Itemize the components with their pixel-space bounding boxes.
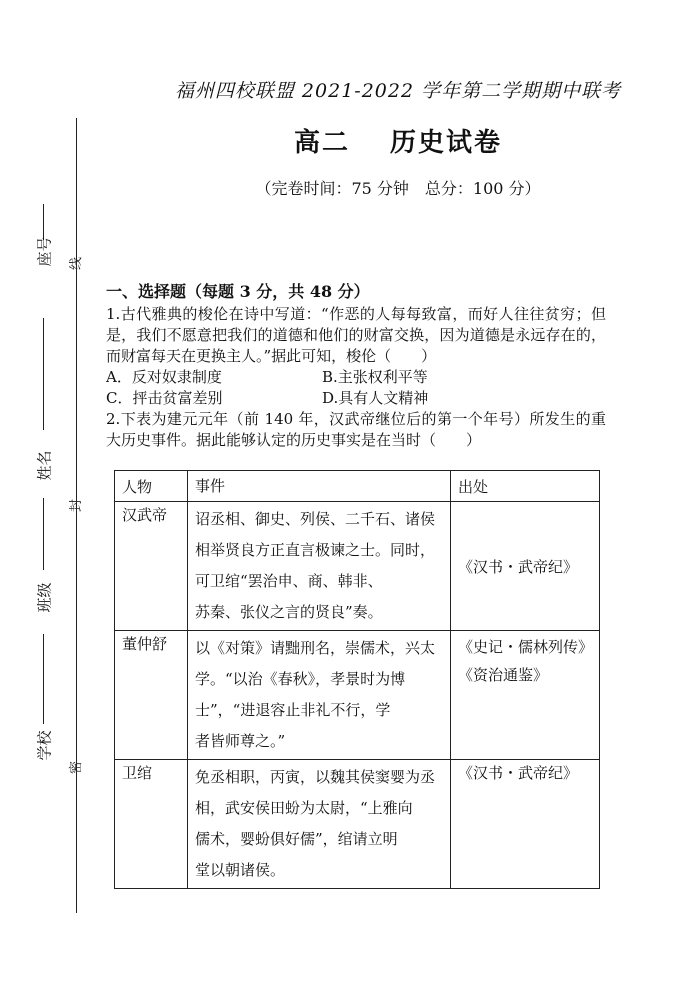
name-blank <box>43 318 44 430</box>
cell-source <box>451 502 600 631</box>
question-2-stem: 2.下表为建元元年（前 140 年，汉武帝继位后的第一个年号）所发生的重大历史事件。据此能够认定的历史事实是在当时（ ） <box>106 410 606 449</box>
seal-mark-secret: 密 <box>69 760 85 775</box>
event-line: 诏丞相、御史、列侯、二千石、诸侯 <box>195 510 436 528</box>
event-line: 堂以朝诸侯。 <box>195 861 286 879</box>
name-label: 姓名 <box>35 450 54 481</box>
table-row <box>115 502 600 631</box>
seat-label: 座号 <box>35 236 54 267</box>
event-line: 可卫绾“罢治申、商、韩非、 <box>195 572 383 590</box>
event-line: 者皆师尊之。” <box>195 732 286 750</box>
cell-source <box>451 631 600 760</box>
table-row <box>115 760 600 889</box>
source-line: 《资治通鉴》 <box>458 666 549 684</box>
source-line: 《汉书・武帝纪》 <box>458 557 579 576</box>
time-info: （完卷时间：75 分钟 总分：100 分） <box>255 179 541 198</box>
school-blank <box>43 634 44 724</box>
event-line: 相，武安侯田蚡为太尉，“上雅向 <box>195 799 413 817</box>
event-line: 士”，“进退容止非礼不行，学 <box>195 701 391 719</box>
class-label: 班级 <box>35 582 54 613</box>
source-line: 《史记・儒林列传》 <box>458 638 594 656</box>
paper-title <box>100 122 696 159</box>
event-line: 苏秦、张仪之言的贤良”奏。 <box>195 603 383 621</box>
class-blank <box>43 498 44 570</box>
option-a: A．反对奴隶制度 <box>106 368 222 386</box>
header-source: 出处 <box>451 471 600 502</box>
cell-person: 卫绾 <box>115 760 188 889</box>
source-line: 《汉书・武帝纪》 <box>458 764 579 782</box>
cell-event <box>188 631 451 760</box>
cell-person: 汉武帝 <box>115 502 188 631</box>
subject-label: 历史试卷 <box>390 128 503 158</box>
table-row <box>115 631 600 760</box>
option-b: B.主张权利平等 <box>322 368 428 386</box>
question-1-options <box>106 367 606 409</box>
header-event: 事件 <box>188 471 451 502</box>
event-line: 学。“以治《春秋》，孝景时为博 <box>195 670 406 688</box>
binding-margin <box>0 0 100 983</box>
option-d: D.具有人文精神 <box>322 389 429 407</box>
event-line: 免丞相职，丙寅，以魏其侯窦婴为丞 <box>195 768 436 786</box>
question-area <box>106 281 606 451</box>
school-label: 学校 <box>35 730 54 761</box>
cell-person: 董仲舒 <box>115 631 188 760</box>
cell-event <box>188 760 451 889</box>
exam-title: 福州四校联盟 2021-2022 学年第二学期期中联考 <box>174 80 622 102</box>
seal-mark-seal: 封 <box>69 498 85 513</box>
events-table <box>114 470 600 889</box>
option-c: C．抨击贫富差别 <box>106 389 223 407</box>
table-header-row <box>115 471 600 502</box>
seal-mark-line: 线 <box>69 256 85 271</box>
binding-line <box>76 118 77 913</box>
header-person: 人物 <box>115 471 188 502</box>
event-line: 相举贤良方正直言极谏之士。同时， <box>195 541 436 559</box>
cell-source <box>451 760 600 889</box>
section-title: 一、选择题（每题 3 分，共 48 分） <box>106 282 370 301</box>
question-1-stem: 1.古代雅典的梭伦在诗中写道：“作恶的人每每致富，而好人往往贫穷；但是，我们不愿意把我们的道德和他们的财富交换，因为道德是永远存在的，而财富每天在更换主人。”据此可知，梭伦（ ） <box>106 305 606 365</box>
cell-event <box>188 502 451 631</box>
event-line: 以《对策》请黜刑名，崇儒术，兴太 <box>195 639 436 657</box>
grade-label: 高二 <box>293 128 350 158</box>
event-line: 儒术，婴蚡俱好儒”，绾请立明 <box>195 830 398 848</box>
seat-blank <box>43 204 44 240</box>
